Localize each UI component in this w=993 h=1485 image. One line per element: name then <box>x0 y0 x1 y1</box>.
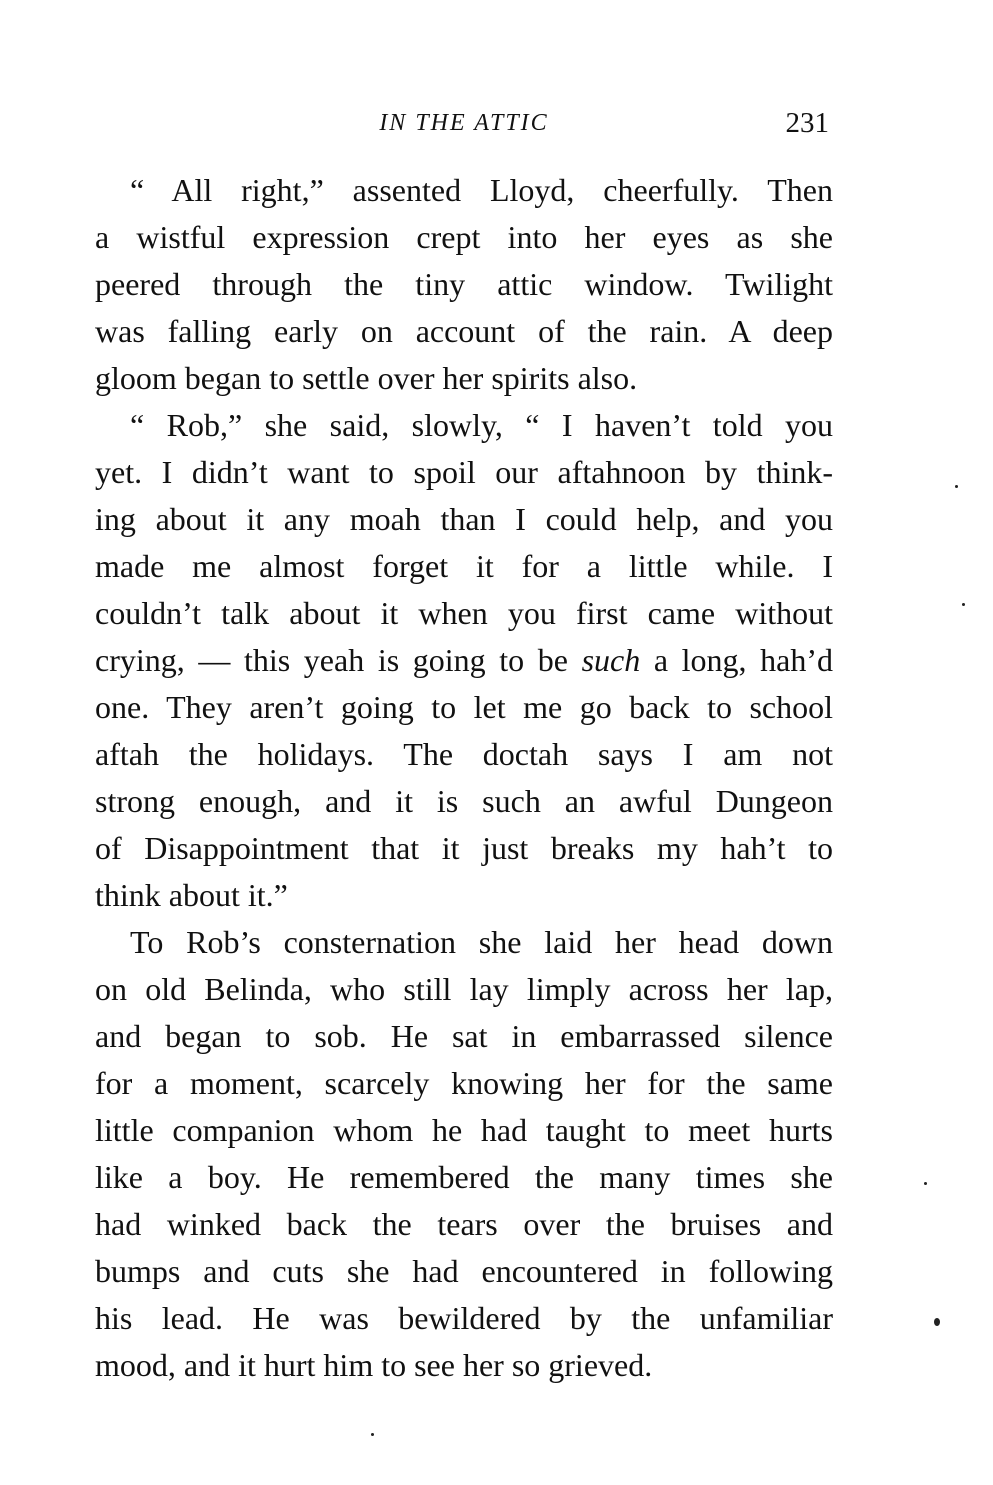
text-line: gloom began to settle over her spirits also. <box>95 360 638 396</box>
page-number: 231 <box>785 107 829 139</box>
text-line: a wistful expression crept into her eyes as she <box>95 219 833 255</box>
text-line: peered through the tiny attic window. Twilight <box>95 266 833 302</box>
text-line: made me almost forget it for a little while. I <box>95 548 833 584</box>
text-line: little companion whom he had taught to meet hurts <box>95 1112 833 1148</box>
paragraph-3 <box>95 919 833 1389</box>
paragraph-2 <box>95 402 833 919</box>
scan-speck <box>924 1182 927 1185</box>
text-line: ing about it any moah than I could help, and you <box>95 501 833 537</box>
text-line: his lead. He was bewildered by the unfamiliar <box>95 1300 833 1336</box>
text-segment: crying, — this yeah is going to be <box>95 642 582 678</box>
text-segment: a long, hah’d <box>640 642 834 678</box>
text-line: “ Rob,” she said, slowly, “ I haven’t told you <box>130 407 833 443</box>
text-line: of Disappointment that it just breaks my hah’t to <box>95 830 833 866</box>
text-line: think about it.” <box>95 877 288 913</box>
text-line: mood, and it hurt him to see her so grieved. <box>95 1347 653 1383</box>
italic-word: such <box>581 642 641 678</box>
text-line: and began to sob. He sat in embarrassed silence <box>95 1018 833 1054</box>
text-line: for a moment, scarcely knowing her for the same <box>95 1065 833 1101</box>
scan-speck <box>371 1433 374 1436</box>
scan-speck <box>955 485 958 488</box>
text-line: aftah the holidays. The doctah says I am not <box>95 736 833 772</box>
scan-speck <box>962 603 965 606</box>
running-title: IN THE ATTIC <box>379 110 549 136</box>
text-line-with-italic <box>95 637 833 684</box>
text-line: one. They aren’t going to let me go back to school <box>95 689 833 725</box>
text-line: bumps and cuts she had encountered in following <box>95 1253 833 1289</box>
text-line: strong enough, and it is such an awful Dungeon <box>95 783 833 819</box>
paragraph-1 <box>95 167 833 402</box>
running-head <box>95 103 833 143</box>
text-line: had winked back the tears over the bruises and <box>95 1206 833 1242</box>
text-line: on old Belinda, who still lay limply across her lap, <box>95 971 833 1007</box>
text-line: like a boy. He remembered the many times she <box>95 1159 833 1195</box>
body-text <box>95 167 833 1389</box>
text-line: To Rob’s consternation she laid her head down <box>130 924 833 960</box>
text-line: was falling early on account of the rain. A deep <box>95 313 833 349</box>
scan-speck <box>934 1318 940 1326</box>
text-line: “ All right,” assented Lloyd, cheerfully. Then <box>130 172 833 208</box>
text-line: couldn’t talk about it when you first came without <box>95 595 833 631</box>
text-line: yet. I didn’t want to spoil our aftahnoon by think- <box>95 454 833 490</box>
